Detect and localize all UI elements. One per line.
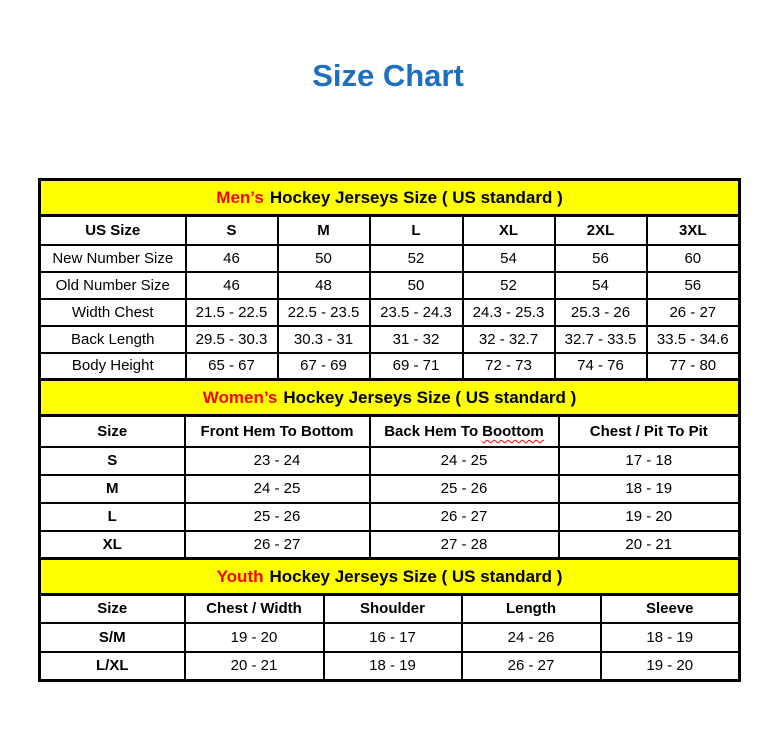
column-header-cell — [370, 416, 559, 447]
size-value-cell: 54 — [463, 245, 555, 272]
size-value-cell: 25 - 26 — [370, 475, 559, 503]
size-value-cell: 32.7 - 33.5 — [555, 326, 647, 353]
size-value-cell: 25.3 - 26 — [555, 299, 647, 326]
mens-section-band — [40, 180, 740, 216]
size-value-cell: 18 - 19 — [601, 623, 740, 652]
band-title-text: Hockey Jerseys Size ( US standard ) — [269, 187, 563, 207]
row-label-cell: XL — [40, 531, 185, 559]
size-value-cell: 60 — [647, 245, 740, 272]
size-value-cell: 65 - 67 — [186, 353, 278, 380]
row-label-header: US Size — [40, 216, 186, 245]
size-value-cell: 27 - 28 — [370, 531, 559, 559]
row-label-cell: Old Number Size — [40, 272, 186, 299]
size-value-cell: 29.5 - 30.3 — [186, 326, 278, 353]
band-highlight: Youth — [216, 566, 264, 586]
size-value-cell: 50 — [370, 272, 463, 299]
size-value-cell: 69 - 71 — [370, 353, 463, 380]
size-value-cell: 52 — [463, 272, 555, 299]
column-header-text: Back Hem To — [384, 422, 479, 440]
section-band-cell — [40, 380, 740, 416]
size-value-cell: 31 - 32 — [370, 326, 463, 353]
column-header-cell: 3XL — [647, 216, 740, 245]
row-label-cell: L — [40, 503, 185, 531]
size-value-cell: 26 - 27 — [370, 503, 559, 531]
youth-size-table — [38, 557, 741, 682]
size-value-cell: 26 - 27 — [185, 531, 370, 559]
size-value-cell: 24 - 25 — [370, 447, 559, 475]
table-header-row — [40, 416, 740, 447]
womens-size-table — [38, 378, 741, 560]
size-value-cell: 67 - 69 — [278, 353, 370, 380]
table-row — [40, 272, 740, 299]
column-header-cell: Chest / Pit To Pit — [559, 416, 740, 447]
size-value-cell: 46 — [186, 245, 278, 272]
size-chart-document — [38, 178, 738, 682]
size-value-cell: 54 — [555, 272, 647, 299]
row-label-cell: S/M — [40, 623, 185, 652]
section-band-cell — [40, 180, 740, 216]
column-header-cell: 2XL — [555, 216, 647, 245]
table-row — [40, 652, 740, 681]
size-value-cell: 24 - 25 — [185, 475, 370, 503]
size-value-cell: 19 - 20 — [601, 652, 740, 681]
row-label-cell: L/XL — [40, 652, 185, 681]
size-value-cell: 56 — [555, 245, 647, 272]
size-value-cell: 23 - 24 — [185, 447, 370, 475]
table-row — [40, 353, 740, 380]
size-value-cell: 18 - 19 — [559, 475, 740, 503]
size-value-cell: 52 — [370, 245, 463, 272]
table-header-row — [40, 595, 740, 623]
youth-section-band — [40, 559, 740, 595]
row-label-cell: M — [40, 475, 185, 503]
table-row — [40, 475, 740, 503]
column-header-cell: Length — [462, 595, 601, 623]
mens-size-table — [38, 178, 741, 381]
column-header-cell: Front Hem To Bottom — [185, 416, 370, 447]
size-value-cell: 21.5 - 22.5 — [186, 299, 278, 326]
section-band-cell — [40, 559, 740, 595]
table-row — [40, 531, 740, 559]
table-row — [40, 326, 740, 353]
row-label-cell: Body Height — [40, 353, 186, 380]
size-value-cell: 32 - 32.7 — [463, 326, 555, 353]
column-header-cell: L — [370, 216, 463, 245]
womens-section-band — [40, 380, 740, 416]
table-row — [40, 245, 740, 272]
size-value-cell: 19 - 20 — [185, 623, 324, 652]
size-value-cell: 26 - 27 — [462, 652, 601, 681]
size-value-cell: 72 - 73 — [463, 353, 555, 380]
size-value-cell: 16 - 17 — [324, 623, 462, 652]
size-value-cell: 20 - 21 — [559, 531, 740, 559]
band-title-text: Hockey Jerseys Size ( US standard ) — [269, 566, 563, 586]
size-value-cell: 25 - 26 — [185, 503, 370, 531]
size-value-cell: 22.5 - 23.5 — [278, 299, 370, 326]
row-label-cell: New Number Size — [40, 245, 186, 272]
row-label-cell: S — [40, 447, 185, 475]
size-value-cell: 20 - 21 — [185, 652, 324, 681]
size-value-cell: 19 - 20 — [559, 503, 740, 531]
size-value-cell: 17 - 18 — [559, 447, 740, 475]
size-value-cell: 18 - 19 — [324, 652, 462, 681]
band-title-text: Hockey Jerseys Size ( US standard ) — [283, 387, 577, 407]
column-header-cell: Sleeve — [601, 595, 740, 623]
size-value-cell: 48 — [278, 272, 370, 299]
band-highlight: Women’s — [202, 387, 278, 407]
size-value-cell: 50 — [278, 245, 370, 272]
size-value-cell: 24 - 26 — [462, 623, 601, 652]
misspelled-word: Boottom — [482, 422, 544, 440]
size-value-cell: 33.5 - 34.6 — [647, 326, 740, 353]
size-value-cell: 23.5 - 24.3 — [370, 299, 463, 326]
size-value-cell: 26 - 27 — [647, 299, 740, 326]
row-label-cell: Width Chest — [40, 299, 186, 326]
table-header-row — [40, 216, 740, 245]
size-value-cell: 30.3 - 31 — [278, 326, 370, 353]
row-label-header: Size — [40, 595, 185, 623]
size-value-cell: 24.3 - 25.3 — [463, 299, 555, 326]
table-row — [40, 623, 740, 652]
row-label-header: Size — [40, 416, 185, 447]
size-value-cell: 77 - 80 — [647, 353, 740, 380]
size-value-cell: 74 - 76 — [555, 353, 647, 380]
column-header-cell: XL — [463, 216, 555, 245]
table-row — [40, 503, 740, 531]
table-row — [40, 447, 740, 475]
table-row — [40, 299, 740, 326]
column-header-cell: S — [186, 216, 278, 245]
column-header-cell: M — [278, 216, 370, 245]
column-header-cell: Chest / Width — [185, 595, 324, 623]
page-title: Size Chart — [312, 58, 464, 93]
row-label-cell: Back Length — [40, 326, 186, 353]
column-header-cell: Shoulder — [324, 595, 462, 623]
size-value-cell: 46 — [186, 272, 278, 299]
size-value-cell: 56 — [647, 272, 740, 299]
band-highlight: Men’s — [216, 187, 264, 207]
